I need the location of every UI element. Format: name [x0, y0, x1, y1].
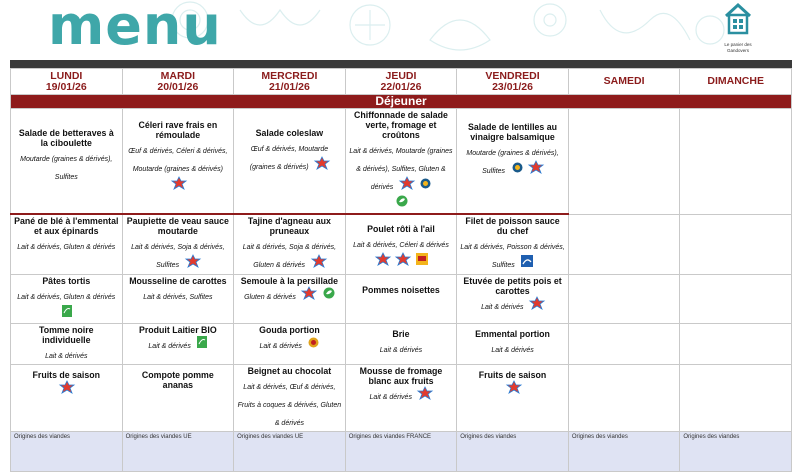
bio-leaf-icon — [396, 194, 408, 212]
menu-cell — [11, 323, 123, 364]
dish-name: Brie — [392, 328, 410, 339]
allergens: Œuf & dérivés, Moutarde (graines & dérivés) — [249, 146, 329, 172]
menu-cell — [122, 214, 234, 274]
allergens: Lait & dérivés — [481, 303, 524, 311]
dish-name: Tajine d'agneau aux pruneaux — [247, 216, 331, 237]
star-label-icon — [507, 380, 521, 398]
allergens: Lait & dérivés, Soja & dérivés, Gluten & dérivés — [242, 244, 337, 270]
star-label-icon — [376, 252, 390, 270]
day-header — [568, 69, 680, 95]
allergens: Lait & dérivés, Gluten & dérivés — [17, 293, 116, 301]
allergens: Lait & dérivés — [369, 394, 412, 402]
day-date: 20/01/26 — [157, 80, 199, 93]
day-date: 21/01/26 — [268, 80, 310, 93]
dish-name: Pâtes tortis — [42, 275, 91, 286]
dish-name: Etuvée de petits pois et carottes — [463, 275, 562, 296]
menu-cell — [457, 323, 569, 364]
day-date: 19/01/26 — [45, 80, 87, 93]
school-logo — [712, 2, 764, 58]
menu-cell — [457, 364, 569, 431]
background-vegetable-sketch — [170, 0, 730, 60]
poultry-origin-icon — [416, 252, 428, 270]
day-name: DIMANCHE — [707, 75, 764, 87]
menu-cell — [11, 214, 123, 274]
star-label-icon — [315, 156, 329, 174]
msc-fish-icon — [521, 254, 533, 272]
meat-origins-row — [11, 431, 792, 471]
menu-cell — [122, 364, 234, 431]
menu-title: menu — [48, 0, 222, 57]
dairy-row — [11, 323, 792, 364]
house-logo-icon — [723, 2, 753, 36]
allergens: Lait & dérivés, Œuf & dérivés, Fruits à coques & dérivés, Gluten & dérivés — [237, 383, 342, 427]
dish-name: Compote pomme ananas — [141, 369, 214, 390]
meat-origin: Origines des viandes — [680, 431, 792, 471]
menu-cell — [345, 323, 457, 364]
dish-name: Beignet au chocolat — [247, 365, 332, 376]
day-header — [234, 69, 346, 95]
menu-cell — [345, 364, 457, 431]
dish-name: Poulet rôti à l'ail — [367, 224, 435, 235]
star-label-icon — [312, 254, 326, 272]
dish-name: Filet de poisson sauce du chef — [465, 216, 560, 237]
menu-cell — [122, 274, 234, 323]
allergens: Lait & dérivés — [379, 346, 423, 354]
star-label-icon — [396, 252, 410, 270]
aop-seal-icon — [308, 335, 319, 353]
star-label-icon — [418, 386, 432, 404]
menu-cell — [234, 364, 346, 431]
label-rouge-icon — [512, 160, 523, 178]
bio-leaf-icon — [323, 286, 335, 304]
day-name: JEUDI — [385, 69, 417, 82]
day-name: MARDI — [160, 69, 196, 82]
star-label-icon — [529, 160, 543, 178]
star-label-icon — [186, 254, 200, 272]
meal-label-row — [11, 95, 792, 109]
dish-name: Fruits de saison — [478, 369, 547, 380]
logo-caption-1: Le panier des — [724, 42, 752, 47]
dish-name: Pané de blé à l'emmental et aux épinards — [14, 216, 119, 237]
meat-origin: Origines des viandes UE — [234, 431, 346, 471]
menu-cell — [11, 109, 123, 215]
meat-origin: Origines des viandes — [457, 431, 569, 471]
menu-cell-empty — [568, 109, 680, 215]
starter-row — [11, 109, 792, 215]
header-divider — [10, 60, 792, 68]
allergens: Lait & dérivés — [491, 346, 534, 354]
allergens: Gluten & dérivés — [244, 293, 296, 301]
meat-origin: Origines des viandes — [11, 431, 123, 471]
dish-name: Chiffonnade de salade verte, fromage et croûtons — [354, 110, 448, 140]
dish-name: Semoule à la persillade — [240, 275, 339, 286]
allergens: Lait & dérivés, Gluten & dérivés — [17, 244, 116, 252]
star-label-icon — [530, 296, 544, 314]
day-name: MERCREDI — [261, 69, 318, 82]
menu-cell-empty — [680, 364, 792, 431]
meal-label: Déjeuner — [11, 95, 792, 109]
menu-cell-empty — [568, 274, 680, 323]
allergens: Lait & dérivés — [45, 352, 88, 360]
bio-leaf-icon — [62, 304, 72, 322]
day-date: 23/01/26 — [492, 80, 533, 93]
star-label-icon — [60, 380, 74, 398]
menu-cell — [11, 364, 123, 431]
day-name: LUNDI — [50, 69, 83, 82]
dish-name: Tomme noire individuelle — [38, 324, 94, 345]
allergens: Lait & dérivés — [259, 343, 302, 351]
menu-cell-empty — [568, 323, 680, 364]
allergens: Lait & dérivés, Sulfites — [143, 293, 213, 301]
day-name: VENDREDI — [485, 69, 540, 82]
menu-cell-empty — [680, 274, 792, 323]
star-label-icon — [400, 176, 414, 194]
dish-name: Paupiette de veau sauce moutarde — [126, 216, 229, 237]
allergens: Lait & dérivés, Céleri & dérivés — [353, 242, 449, 250]
menu-cell — [457, 274, 569, 323]
dish-name: Salade de betteraves à la ciboulette — [18, 128, 114, 148]
days-header-row — [11, 69, 792, 95]
menu-cell — [345, 274, 457, 323]
meat-origin: Origines des viandes — [568, 431, 680, 471]
day-header — [345, 69, 457, 95]
allergens: Lait & dérivés, Soja & dérivés, Sulfites — [131, 244, 225, 270]
side-dish-row — [11, 274, 792, 323]
menu-cell — [122, 323, 234, 364]
menu-cell-empty — [680, 214, 792, 274]
menu-cell — [122, 109, 234, 215]
menu-cell — [234, 274, 346, 323]
dish-name: Salade de lentilles au vinaigre balsamique — [468, 122, 558, 142]
menu-cell-empty — [680, 323, 792, 364]
day-header — [680, 69, 792, 95]
dish-name: Céleri rave frais en rémoulade — [138, 120, 218, 140]
menu-cell-empty — [680, 109, 792, 215]
menu-cell — [345, 214, 457, 274]
allergens: Moutarde (graines & dérivés), Sulfites — [20, 156, 113, 181]
meat-origin: Origines des viandes FRANCE — [345, 431, 457, 471]
menu-cell — [457, 214, 569, 274]
menu-cell — [345, 109, 457, 215]
day-name: SAMEDI — [603, 75, 645, 87]
bio-leaf-icon — [197, 335, 207, 353]
day-header — [457, 69, 569, 95]
main-course-row — [11, 214, 792, 274]
dish-name: Mousse de fromage blanc aux fruits — [359, 365, 443, 386]
menu-cell — [11, 274, 123, 323]
allergens: Lait & dérivés, Poisson & dérivés, Sulfites — [460, 244, 565, 270]
allergens: Lait & dérivés — [148, 343, 191, 351]
allergens: Moutarde (graines & dérivés), Sulfites — [466, 150, 559, 176]
dish-name: Produit Laitier BIO — [138, 324, 217, 335]
allergens: Lait & dérivés, Moutarde (graines & dérivés), Sulfites, Gluten & dérivés — [349, 148, 453, 192]
dish-name: Emmental portion — [475, 328, 550, 339]
menu-cell-empty — [568, 214, 680, 274]
day-header — [122, 69, 234, 95]
logo-caption-2: Gandovers — [726, 48, 749, 53]
allergens: Œuf & dérivés, Céleri & dérivés, Moutarde (graines & dérivés) — [128, 148, 228, 173]
star-label-icon — [172, 176, 186, 194]
dish-name: Salade coleslaw — [255, 128, 324, 138]
menu-cell — [234, 109, 346, 215]
day-date: 22/01/26 — [380, 80, 422, 93]
dessert-row — [11, 364, 792, 431]
menu-cell-empty — [568, 364, 680, 431]
menu-cell — [457, 109, 569, 215]
day-header — [11, 69, 123, 95]
weekly-menu-table — [10, 68, 792, 472]
menu-cell — [234, 323, 346, 364]
meat-origin: Origines des viandes UE — [122, 431, 234, 471]
dish-name: Gouda portion — [259, 324, 320, 335]
dish-name: Mousseline de carottes — [129, 275, 227, 286]
star-label-icon — [302, 286, 316, 304]
dish-name: Pommes noisettes — [362, 284, 440, 295]
dish-name: Fruits de saison — [32, 369, 101, 380]
label-rouge-icon — [420, 176, 431, 194]
menu-cell — [234, 214, 346, 274]
